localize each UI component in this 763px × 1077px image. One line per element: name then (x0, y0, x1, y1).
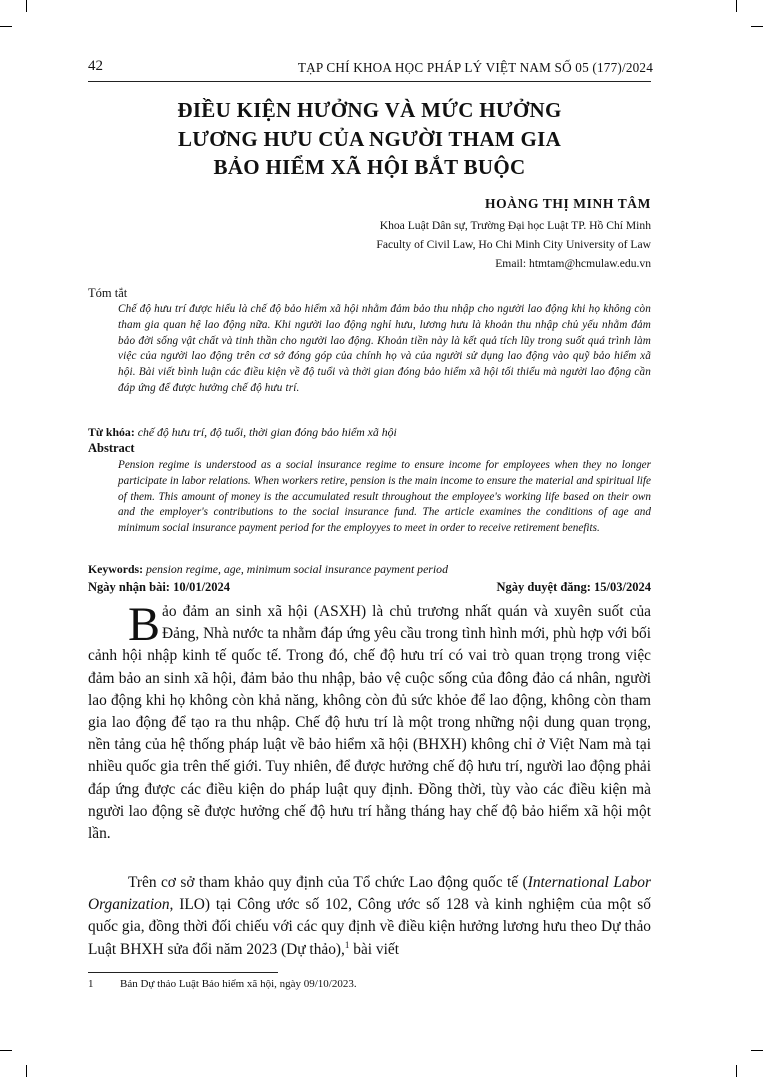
footnote-rule (88, 972, 278, 973)
page-number: 42 (88, 58, 103, 74)
drop-cap: B (128, 598, 161, 651)
footnote-text: Bản Dự thảo Luật Bảo hiểm xã hội, ngày 09/10/2023. (120, 978, 357, 990)
abstract-heading: Abstract (88, 441, 135, 455)
body-paragraph-2 (88, 872, 651, 961)
crop-mark-top-left-h (0, 26, 12, 27)
author-name: HOÀNG THỊ MINH TÂM (485, 196, 651, 211)
article-title (88, 96, 651, 182)
author-email: Email: htmtam@hcmulaw.edu.vn (495, 257, 651, 270)
body-paragraph-2-b: ILO) tại Công ước số 102, Công ước số 128 và kinh nghiệm của một số quốc gia, đồng thời đối chiếu với các quy định về điều kiện hưởng lương hưu theo Dự thảo Luật BHXH sửa đổi năm 2023 (Dự thảo), (88, 896, 651, 958)
crop-mark-top-right-v (736, 0, 737, 12)
title-line-1: ĐIỀU KIỆN HƯỞNG VÀ MỨC HƯỞNG (177, 98, 562, 122)
summary-text: Chế độ hưu trí được hiểu là chế độ bảo hiểm xã hội nhằm đảm bảo thu nhập cho người lao động khi họ không còn tham gia quan hệ lao động nữa. Khi người lao động nghỉ hưu, lương hưu là khoản thu nhập chủ yếu nhằm đảm bảo đời sống vật chất và tinh thần cho người lao động. Khoản tiền này là kết quả tích lũy trong suốt quá trình làm việc của người lao động trên cơ sở đóng góp của chính họ và của người sử dụng lao động vào quỹ bảo hiểm xã hội. Bài viết bình luận các điều kiện về độ tuổi và thời gian đóng bảo hiểm xã hội tối thiểu mà người lao động cần đáp ứng để được hưởng chế độ hưu trí. (118, 303, 651, 394)
summary-heading: Tóm tắt (88, 286, 128, 300)
body-paragraph-1-text: ảo đảm an sinh xã hội (ASXH) là chủ trương nhất quán và xuyên suốt của Đảng, Nhà nước ta nhằm đáp ứng yêu cầu trong tình hình mới, phù hợp với bối cảnh hội nhập kinh tế quốc tế. Trong đó, chế độ hưu trí có vai trò quan trọng trong việc đảm bảo an sinh xã hội, đảm bảo thu nhập, bảo vệ cuộc sống của đông đảo cá nhân, người lao động khi họ không còn khả năng, không còn đủ sức khỏe để lao động, không còn tham gia lao động để tạo ra thu nhập. Chế độ hưu trí là một trong những nội dung quan trọng, nền tảng của hệ thống pháp luật về bảo hiểm xã hội (BHXH) không chỉ ở Việt Nam mà tại nhiều quốc gia trên thế giới. Tuy nhiên, để được hưởng chế độ hưu trí, người lao động phải đáp ứng được các điều kiện do pháp luật quy định. Đồng thời, tùy vào các điều kiện mà người lao động sẽ được hưởng chế độ hưu trí hằng tháng hay chế độ bảo hiểm xã hội một lần. (88, 603, 651, 843)
keywords-en-text: pension regime, age, minimum social insurance payment period (146, 562, 448, 576)
keywords-en (88, 562, 448, 577)
crop-mark-bottom-right-h (751, 1050, 763, 1051)
affiliation-vi: Khoa Luật Dân sự, Trường Đại học Luật TP. Hồ Chí Minh (379, 219, 651, 232)
abstract-text: Pension regime is understood as a social insurance regime to ensure income for employees when they no longer participate in labor relations. When workers retire, pension is the main income to ensure the material and spiritual life of them. This amount of money is the accumulated result throughout the employee's working life based on their own and the employer's contributions to the social insurance fund. The article examines the conditions of age and minimum social insurance payment period for the employyes to meet in order to receive retirement benefits. (118, 459, 651, 535)
body-paragraph-2-a: Trên cơ sở tham khảo quy định của Tổ chức Lao động quốc tế ( (128, 874, 528, 891)
affiliation-en: Faculty of Civil Law, Ho Chi Minh City University of Law (376, 238, 651, 251)
footnote-1 (88, 978, 357, 990)
keywords-vi-text: chế độ hưu trí, độ tuổi, thời gian đóng bảo hiểm xã hội (137, 425, 397, 439)
header-rule (88, 81, 651, 82)
journal-title: TẠP CHÍ KHOA HỌC PHÁP LÝ VIỆT NAM SỐ 05 (177)/2024 (297, 60, 653, 75)
keywords-vi (88, 425, 397, 440)
body-paragraph-2-c: bài viết (349, 940, 399, 958)
crop-mark-bottom-left-h (0, 1050, 12, 1051)
received-date: Ngày nhận bài: 10/01/2024 (88, 580, 231, 594)
title-line-2: LƯƠNG HƯU CỦA NGƯỜI THAM GIA (177, 126, 562, 151)
footnote-number: 1 (88, 978, 94, 990)
body-paragraph-2-ilo: International Labor Organization, (88, 874, 651, 914)
title-line-3: BẢO HIỂM XÃ HỘI BẮT BUỘC (213, 155, 526, 179)
crop-mark-top-left-v (26, 0, 27, 12)
keywords-vi-label: Từ khóa: (88, 425, 135, 439)
footnote-ref-1[interactable]: 1 (344, 939, 350, 950)
crop-mark-top-right-h (751, 26, 763, 27)
crop-mark-bottom-left-v (26, 1065, 27, 1077)
keywords-en-label: Keywords: (88, 562, 144, 576)
accepted-date: Ngày duyệt đăng: 15/03/2024 (496, 580, 651, 594)
body-paragraph-1 (88, 598, 651, 845)
crop-mark-bottom-right-v (736, 1065, 737, 1077)
